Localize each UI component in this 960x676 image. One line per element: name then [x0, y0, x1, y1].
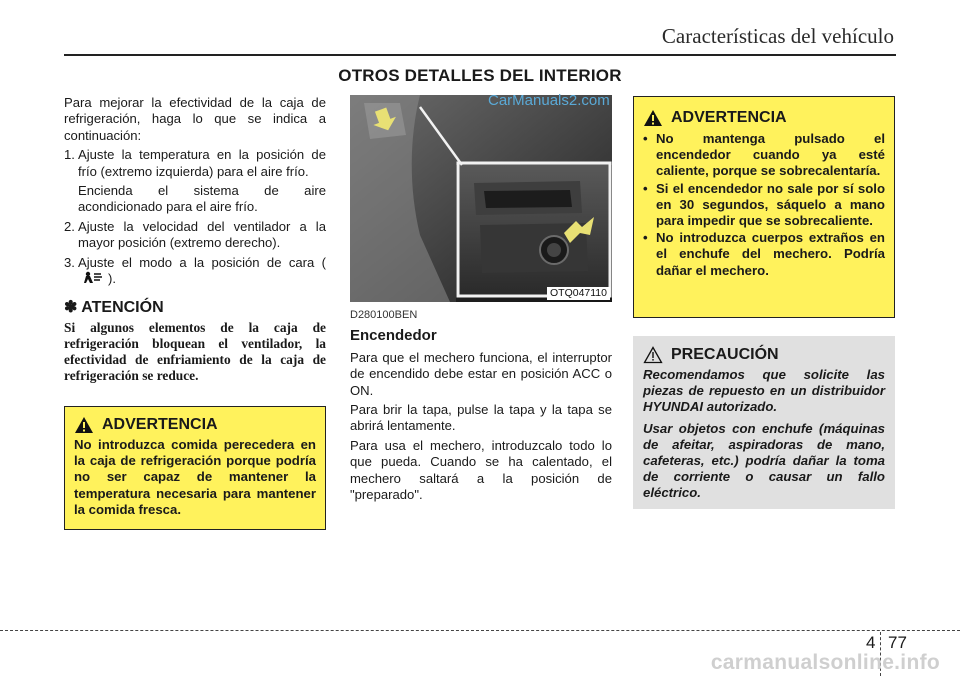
step-text: Ajuste el modo a la posición de cara ( [78, 254, 326, 270]
attention-text: Si algunos elementos de la caja de refrigeración bloquean el ventilador, la efectividad de enfriamiento de la caja de refrigeración se reduce. [64, 320, 326, 384]
page-number: 77 [888, 633, 907, 652]
footer-watermark: carmanualsonline.info [710, 651, 940, 674]
header-rule [64, 54, 896, 56]
list-item [64, 219, 326, 252]
list-item [64, 147, 326, 216]
warning-triangle-icon [643, 109, 663, 127]
warning-text: No introduzca comida perecedera en la caja de refrigeración porque podría no ser capaz de mantener la temperatura necesaria para mantener la comida fresca. [74, 437, 316, 517]
car-lighter-photo [350, 95, 612, 302]
section-code: D280100BEN [350, 309, 418, 321]
warning-title [74, 416, 316, 434]
warning-title-text: ADVERTENCIA [102, 416, 218, 433]
caution-title-text: PRECAUCIÓN [671, 346, 779, 363]
list-item: • Si el encendedor no sale por sí solo en 30 segundos, sáquelo a mano para impedir que se sobrecaliente. [643, 181, 885, 230]
step-number: 2. [64, 218, 75, 234]
warning-triangle-icon [74, 416, 94, 434]
warning-bullets [643, 131, 885, 279]
step-number: 3. [64, 254, 75, 270]
caution-text: Usar objetos con enchufe (máquinas de afeitar, aspiradoras de mano, cafeteras, etc.) podría dañar la toma de corriente o causar un fallo eléctrico. [643, 420, 885, 501]
list-item: • No mantenga pulsado el encendedor cuando ya esté caliente, porque se sobrecalentaría. [643, 131, 885, 180]
step-text: Ajuste la velocidad del ventilador a la mayor posición (extremo derecho). [78, 218, 326, 251]
column-left [64, 95, 326, 384]
column-middle [350, 307, 612, 506]
footer-rule [0, 630, 960, 631]
page-header-title: Características del vehículo [661, 24, 894, 48]
step-extra: Encienda el sistema de aire acondicionado para el aire frío. [78, 183, 326, 215]
intro-paragraph: Para mejorar la efectividad de la caja de refrigeración, haga lo que se indica a continuación: [64, 95, 326, 143]
caution-text: Recomendamos que solicite las piezas de repuesto en un distribuidor HYUNDAI autorizado. [643, 367, 885, 415]
step-text: Ajuste la temperatura en la posición de frío (extremo izquierda) para el aire frío. [78, 147, 326, 179]
section-title: OTROS DETALLES DEL INTERIOR [338, 66, 622, 85]
paragraph: Para usa el mechero, introduzcalo todo lo que pueda. Cuando se ha calentado, el mechero saltará a la posición de "preparado". [350, 437, 612, 503]
paragraph: Para que el mechero funciona, el interruptor de encendido debe estar en posición ACC o ON. [350, 349, 612, 398]
warning-box-food [64, 406, 326, 530]
photo-code: OTQ047110 [547, 287, 610, 300]
caution-box [633, 336, 895, 509]
warning-title-text: ADVERTENCIA [671, 109, 787, 126]
step-text-end: ). [108, 271, 116, 287]
face-vent-mode-icon [82, 271, 104, 285]
caution-title [643, 346, 885, 364]
list-item [64, 255, 326, 288]
warning-box-lighter [633, 96, 895, 318]
subheading: Encendedor [350, 327, 437, 345]
watermark: CarManuals2.com [488, 92, 610, 109]
steps-list [64, 147, 326, 287]
paragraph: Para brir la tapa, pulse la tapa y la tapa se abrirá lentamente. [350, 402, 612, 434]
caution-triangle-icon [643, 346, 663, 364]
attention-title: ✽ ATENCIÓN [64, 299, 164, 317]
warning-title [643, 109, 885, 127]
lighter-photo-illustration [350, 95, 612, 302]
step-number: 1. [64, 147, 75, 163]
page-section-number: 4 [866, 633, 876, 652]
list-item: • No introduzca cuerpos extraños en el enchufe del mechero. Podría dañar el mechero. [643, 230, 885, 279]
